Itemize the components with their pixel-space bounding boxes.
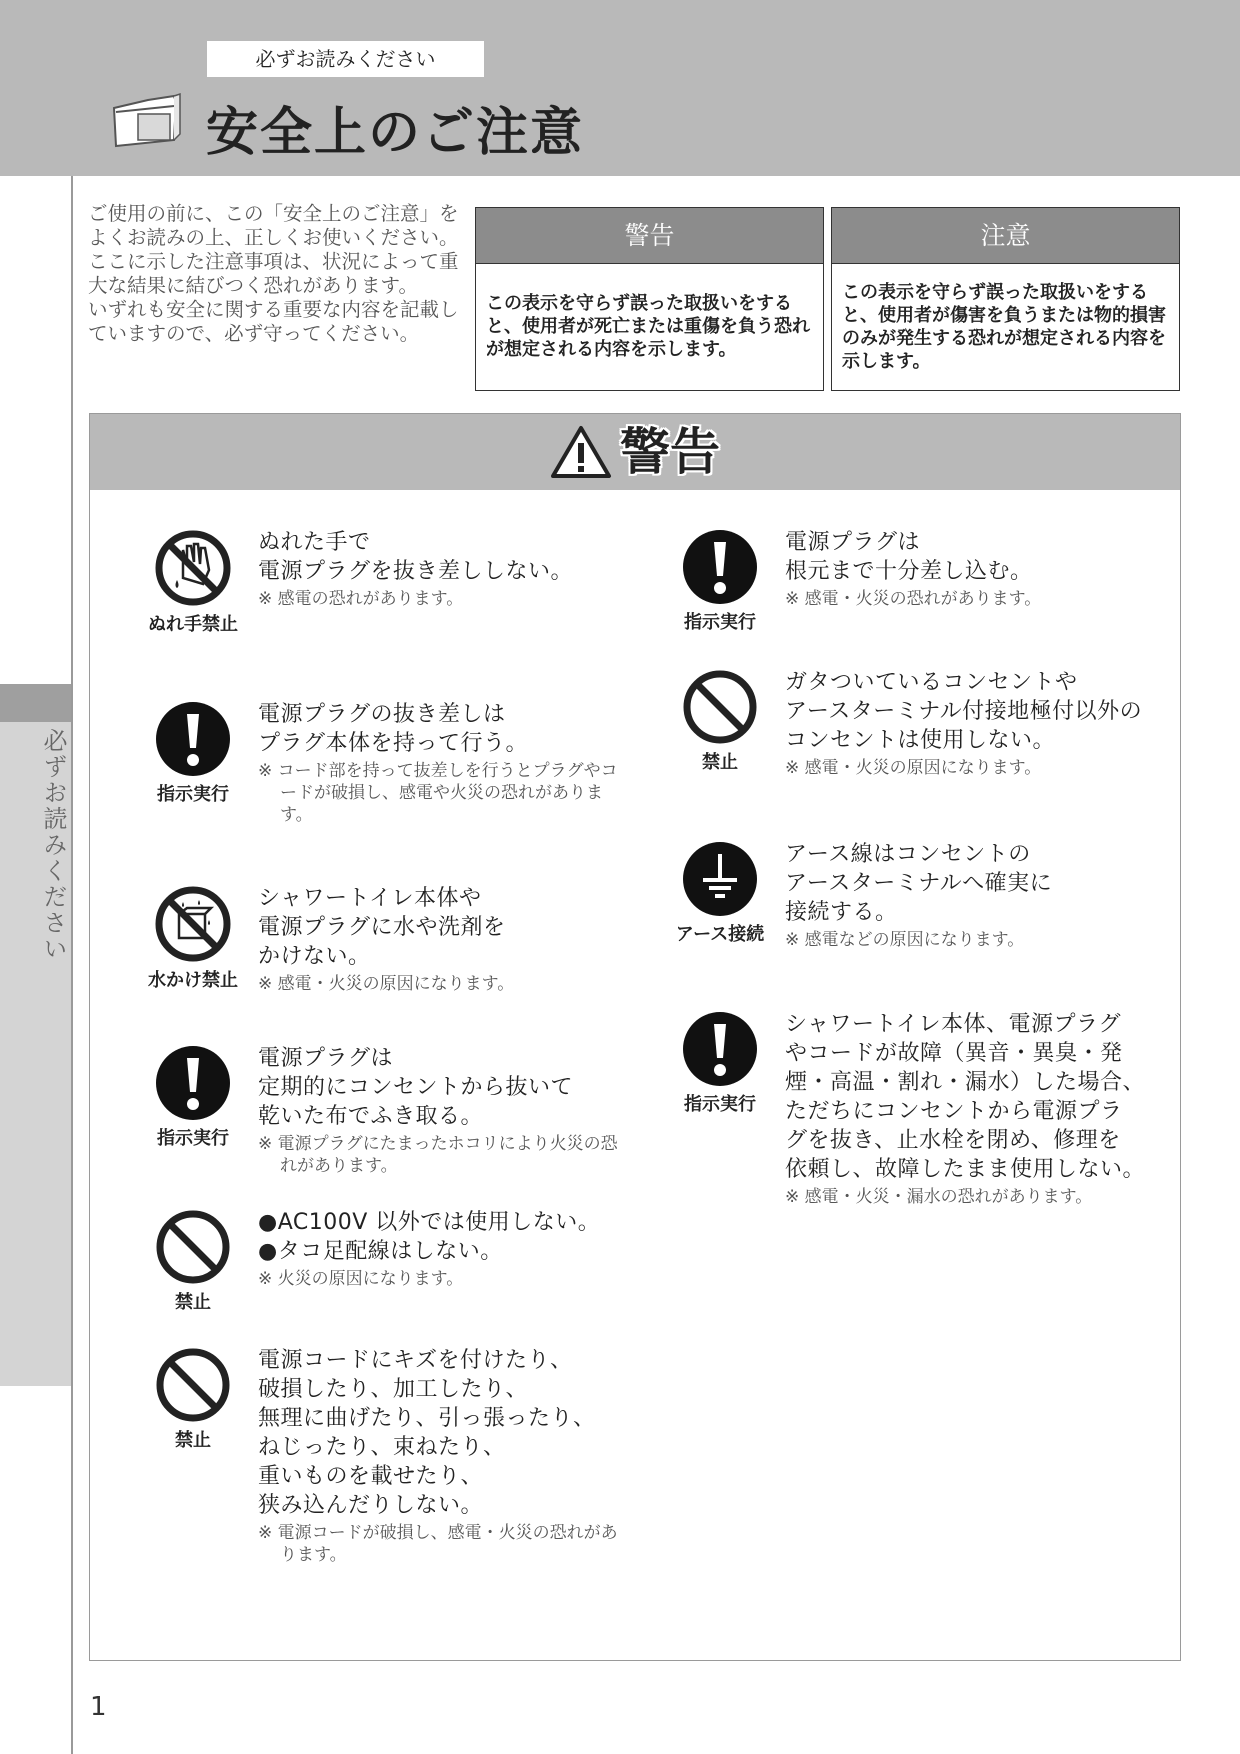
warning-definition-text: この表示を守らず誤った取扱いをすると、使用者が死亡または重傷を負う恐れが想定される内容を示します。: [486, 293, 810, 360]
item-note: ※ コード部を持って抜差しを行うとプラグやコードが破損し、感電や火災の恐れがあります。: [258, 761, 618, 825]
item-note: ※ 感電・火災の原因になります。: [258, 974, 515, 994]
caution-definition-label: 注意: [832, 208, 1179, 264]
mandatory-action-icon: [681, 1010, 759, 1088]
item-note: ※ 感電・火災・漏水の恐れがあります。: [785, 1187, 1093, 1207]
item-note: ※ 電源コードが破損し、感電・火災の恐れがあります。: [258, 1523, 618, 1565]
item-instruction: ●AC100V 以外では使用しない。 ●タコ足配線はしない。: [258, 1210, 601, 1264]
icon-label: 指示実行: [684, 612, 756, 633]
mandatory-action-icon: [681, 528, 759, 606]
toilet-icon: [108, 88, 182, 156]
page-title: 安全上のご注意: [206, 103, 585, 163]
caution-definition-text: この表示を守らず誤った取扱いをすると、使用者が傷害を負うまたは物的損害のみが発生する恐れが想定される内容を示します。: [842, 281, 1166, 372]
item-note: ※ 火災の原因になります。: [258, 1269, 464, 1289]
must-read-label: 必ずお読みください: [207, 41, 484, 77]
item-note: ※ 感電の恐れがあります。: [258, 589, 464, 609]
icon-label: 禁止: [175, 1292, 211, 1313]
intro-text: [88, 202, 468, 346]
item-instruction: 電源プラグの抜き差しは プラグ本体を持って行う。: [258, 702, 529, 756]
icon-label: 禁止: [175, 1430, 211, 1451]
item-instruction: ガタついているコンセントや アースターミナル付接地極付以外の コンセントは使用しない。: [785, 670, 1143, 753]
intro-line: ここに示した注意事項は、状況によって重大な結果に結びつく恐れがあります。: [88, 250, 459, 297]
item-instruction: シャワートイレ本体や 電源プラグに水や洗剤を かけない。: [258, 886, 506, 969]
left-rule: [71, 176, 73, 1754]
intro-line: ご使用の前に、この「安全上のご注意」をよくお読みの上、正しくお使いください。: [88, 202, 459, 249]
item-instruction: シャワートイレ本体、電源プラグ やコードが故障（異音・異臭・発 煙・高温・割れ・漏水）した場合、 ただちにコンセントから電源プラ グを抜き、止水栓を閉め、修理を 依頼し、故障したまま使用しない。: [785, 1012, 1146, 1182]
side-tab-label: 必ずお読みください: [39, 728, 67, 962]
water-prohibited-icon: [153, 884, 233, 964]
prohibited-icon: [154, 1208, 232, 1286]
mandatory-action-icon: [154, 1044, 232, 1122]
icon-label: ぬれ手禁止: [148, 614, 238, 635]
item-note: ※ 感電などの原因になります。: [785, 930, 1025, 950]
page-number: 1: [90, 1692, 107, 1722]
warning-section-title: 警告: [620, 423, 720, 481]
icon-label: 指示実行: [684, 1094, 756, 1115]
item-instruction: アース線はコンセントの アースターミナルへ確実に 接続する。: [785, 842, 1053, 925]
prohibited-icon: [154, 1346, 232, 1424]
item-instruction: 電源プラグは 根元まで十分差し込む。: [785, 530, 1033, 584]
icon-label: アース接続: [675, 924, 765, 945]
ground-connection-icon: [681, 840, 759, 918]
prohibited-icon: [681, 668, 759, 746]
icon-label: 指示実行: [157, 1128, 229, 1149]
caution-definition-box: [831, 207, 1180, 391]
item-instruction: 電源コードにキズを付けたり、 破損したり、加工したり、 無理に曲げたり、引っ張ったり、 ねじったり、束ねたり、 重いものを載せたり、 狭み込んだりしない。: [258, 1348, 596, 1518]
icon-label: 水かけ禁止: [148, 970, 238, 991]
wet-hands-prohibited-icon: [153, 528, 233, 608]
warning-definition-box: [475, 207, 824, 391]
item-note: ※ 感電・火災の恐れがあります。: [785, 589, 1042, 609]
icon-label: 禁止: [702, 752, 738, 773]
item-instruction: 電源プラグは 定期的にコンセントから抜いて 乾いた布でふき取る。: [258, 1046, 574, 1129]
header-band: [0, 0, 1240, 176]
warning-definition-label: 警告: [476, 208, 823, 264]
item-note: ※ 電源プラグにたまったホコリにより火災の恐れがあります。: [258, 1134, 618, 1176]
item-note: ※ 感電・火災の原因になります。: [785, 758, 1042, 778]
icon-label: 指示実行: [157, 784, 229, 805]
warning-triangle-icon: [550, 425, 612, 483]
side-tab-cap: [0, 684, 71, 722]
mandatory-action-icon: [154, 700, 232, 778]
item-instruction: ぬれた手で 電源プラグを抜き差ししない。: [258, 530, 574, 584]
intro-line: いずれも安全に関する重要な内容を記載していますので、必ず守ってください。: [88, 298, 459, 345]
